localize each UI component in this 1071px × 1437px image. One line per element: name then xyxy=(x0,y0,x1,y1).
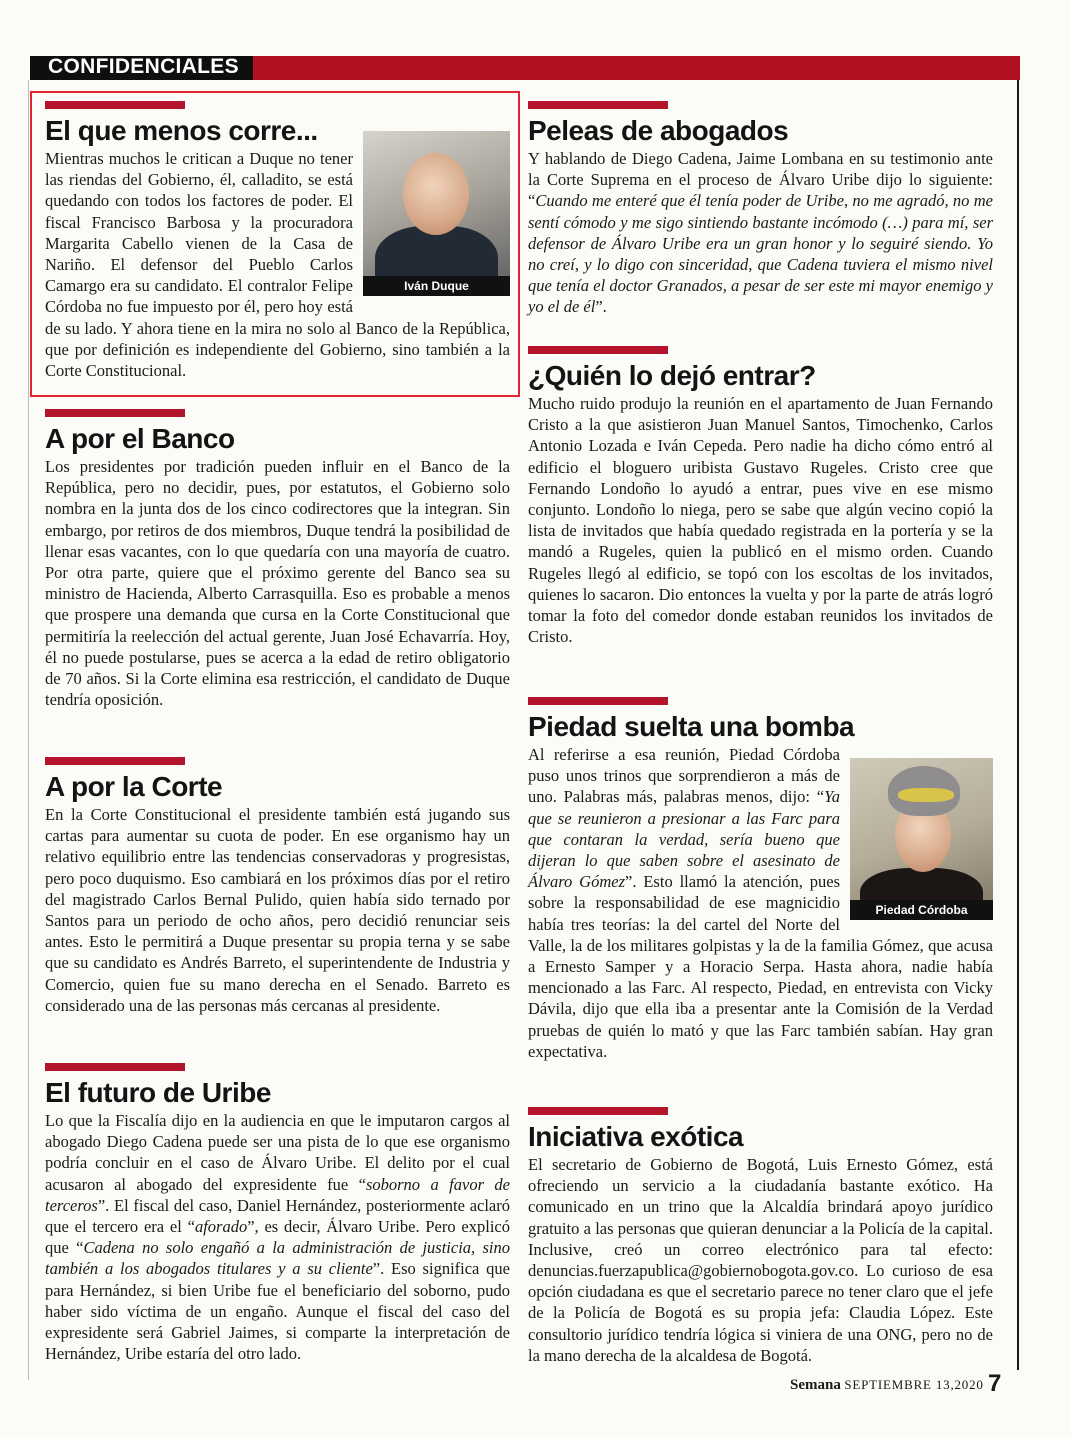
headline: A por el Banco xyxy=(45,423,235,454)
article-accent-bar xyxy=(528,101,668,109)
page-number: 7 xyxy=(988,1370,1002,1397)
quote-text: aforado xyxy=(194,1217,248,1237)
body-text: Lo que la Fiscalía dijo en la audiencia en que le imputaron cargos al abogado Diego Cadena puede ser una pista de lo que ese organismo podría concluir en el caso de Álvaro Uribe. El delito por el cual acusaron al abogado del expresidente fue “ xyxy=(45,1111,510,1194)
quote-text: Cadena no solo engañó a la administración de justicia, sino también a los abogados titulares y a su cliente xyxy=(45,1238,510,1279)
article-body: Mucho ruido produjo la reunión en el apartamento de Juan Fernando Cristo a la que asistieron Juan Manuel Santos, Timochenko, Carlos Antonio Lozada e Iván Cepeda. Pero nadie ha dicho cómo entró al edificio el bloguero uribista Gustavo Rugeles. Cristo cree que Fernando Londoño lo ayudó a entrar, pues vive en ese mismo conjunto. Londoño lo niega, pero se sabe que algún vecino copió la lista de invitados que había quedado registrada en la portería y se la mandó a Rugeles, quien la publicó en el mismo orden. Cuando Rugeles llegó al edificio, se topó con los escoltas de los invitados, quienes lo sacaron. Dio entonces la vuelta y por la parte de atrás logró tomar la foto del comedor donde estaban reunidos los invitados de Cristo. xyxy=(528,394,993,647)
body-text: ”. Eso significa que para Hernández, si bien Uribe fue el beneficiario del soborno, pudo haber sido víctima de un engaño. Aunque el fiscal del caso del expresidente será Gabriel Jaimes, si comparte la interpretación de Hernández, Uribe estaría del otro lado. xyxy=(45,1259,510,1364)
article-accent-bar xyxy=(528,697,668,705)
section-header-accent xyxy=(253,56,1020,80)
issue-date: SEPTIEMBRE 13,2020 xyxy=(844,1377,984,1392)
body-text: Al referirse a esa reunión, Piedad Córdoba puso unos trinos que sorprendieron a más de uno. Palabras más, palabras menos, dijo: “ xyxy=(528,745,840,807)
article-piedad xyxy=(528,697,993,1062)
article-body: Mientras muchos le critican a Duque no tener las riendas del Gobierno, él, calladito, se está quedando con todos los factores de poder. El fiscal Francisco Barbosa y la procuradora Margarita Cabello vienen de la Casa de Nariño. El defensor del Pueblo Carlos Camargo era su candidato. El contralor Felipe Córdoba no fue impuesto por él, pero hoy está de su lado. Y ahora tiene en la mira no solo al Banco de la República, que por definición es independiente del Gobierno, sino también a la Corte Constitucional. xyxy=(45,149,510,381)
photo-caption: Piedad Córdoba xyxy=(850,900,993,920)
body-text: Y hablando de Diego Cadena, Jaime Lombana en su testimonio ante la Corte Suprema en el proceso de Álvaro Uribe dijo lo siguiente: “ xyxy=(528,149,993,211)
article-accent-bar xyxy=(528,346,668,354)
article-uribe xyxy=(45,1063,510,1364)
article-quien-entro xyxy=(528,346,993,647)
article-banco xyxy=(45,409,510,710)
magazine-name: Semana xyxy=(790,1377,841,1393)
column-rule-right xyxy=(1017,80,1019,1370)
headline: A por la Corte xyxy=(45,771,223,802)
article-body: Los presidentes por tradición pueden influir en el Banco de la República, pero no decidir, pues, por estatutos, el Gobierno solo nombra en la junta dos de los cinco codirectores que la integran. Sin embargo, por retiros de dos miembros, Duque tendrá la posibilidad de llenar esas vacantes, con lo que quedaría con una mayoría de cuatro. Por otra parte, quiere que el próximo gerente del Banco sea su ministro de Hacienda, Alberto Carrasquilla. Eso es probable a menos que prospere una demanda que cursa en la Corte Constitucional que permitiría la reelección del actual gerente, Juan José Echavarría. Hoy, él no puede postularse, pues se acerca a la edad de retiro obligatorio de 70 años. Si la Corte elimina esa restricción, el candidato de Duque tendría oposición. xyxy=(45,457,510,710)
article-accent-bar xyxy=(45,757,185,765)
headline: Iniciativa exótica xyxy=(528,1121,744,1152)
body-text: ”. El fiscal del caso, Daniel Hernández, posteriormente aclaró que el tercero era el “ xyxy=(45,1195,510,1237)
article-body: El secretario de Gobierno de Bogotá, Luis Ernesto Gómez, está ofreciendo un servicio a la ciudadanía bastante exótico. Ha comunicado en un trino que la Alcaldía brindará apoyo jurídico gratuito a las personas que quieran denunciar a la Policía de la capital. Inclusive, creó un correo electrónico para tal efecto: denuncias.fuerzapublica@gobiernobogota.gov.co. Lo curioso de esa opción ciudadana es que el secretario parece no tener claro que el jefe de la Policía de Bogotá es su propia jefa: Claudia López. Este consultorio jurídico tendría lógica si viniera de una ONG, pero no de la mano derecha de la alcaldesa de Bogotá. xyxy=(528,1155,993,1365)
photo-caption: Iván Duque xyxy=(363,276,510,296)
headline: El futuro de Uribe xyxy=(45,1077,271,1108)
headline: Peleas de abogados xyxy=(528,115,789,146)
article-body xyxy=(45,1110,510,1364)
quote-text: Ya que se reunieron a presionar a las Farc para que contaran la verdad, sería bueno que dijeran lo que saben sobre el asesinato de Álvaro Gómez xyxy=(528,787,840,892)
body-text: ”, es decir, Álvaro Uribe. Pero explicó que “ xyxy=(45,1217,510,1258)
article-body xyxy=(528,148,993,318)
quote-text: Cuando me enteré que él tenía poder de Uribe, no me agradó, no me sentí cómodo y me sigo sintiendo bastante incómodo (…) para mí, ser defensor de Álvaro Uribe era un gran honor y lo seguiré siendo. Yo no creí, y lo digo con sinceridad, que Cadena tuviera el mismo nivel que tenía el doctor Granados, a pesar de ser este mi mayor enemigo y yo el de él xyxy=(528,191,993,317)
photo-headband-shape xyxy=(898,788,954,802)
article-accent-bar xyxy=(45,1063,185,1071)
highlight-frame xyxy=(30,91,520,397)
headline: Piedad suelta una bomba xyxy=(528,711,855,742)
article-iniciativa xyxy=(528,1107,993,1366)
section-label: CONFIDENCIALES xyxy=(48,55,239,78)
article-accent-bar xyxy=(45,409,185,417)
quote-text: soborno a favor de terceros xyxy=(45,1174,510,1215)
column-rule-left xyxy=(28,80,29,1380)
body-text: ”. Esto llamó la atención, pues sobre la responsabilidad de ese magnicidio había tres teorías: la del cartel del Norte del Valle, la de los militares golpistas y la de la familia Gómez, que acusa a Ernesto Samper y a Horacio Serpa. Hasta ahora, nadie había mencionado a las Farc. Al respecto, Piedad, en entrevista con Vicky Dávila, dijo que ella iba a presentar ante la Comisión de la Verdad pruebas de quién lo mató y que las Farc también sabían. Hay gran expectativa. xyxy=(528,872,993,1061)
headline: ¿Quién lo dejó entrar? xyxy=(528,360,816,391)
page-footer xyxy=(790,1377,984,1394)
article-body: En la Corte Constitucional el presidente también está jugando sus cartas para aumentar su cuota de poder. En ese organismo hay un relativo equilibrio entre las tendencias conservadoras y progresistas, pero poco duquismo. Eso cambiará en los próximos días por el retiro del magistrado Carlos Bernal Pulido, quien había sido ternado por Santos para un periodo de ocho años, pero decidió renunciar seis antes. Esto le permitirá a Duque presentar su propia terna y se sabe que su candidato es Andrés Barreto, el superintendente de Industria y Comercio, quien fue su mano derecha en el Senado. Barreto es considerado una de las personas más cercanas al presidente. xyxy=(45,805,510,1015)
body-text: ”. xyxy=(595,297,607,317)
article-abogados xyxy=(528,101,993,318)
article-accent-bar xyxy=(528,1107,668,1115)
article-corte xyxy=(45,757,510,1016)
headline: El que menos corre... xyxy=(45,115,318,146)
photo-piedad-cordoba xyxy=(850,758,993,920)
